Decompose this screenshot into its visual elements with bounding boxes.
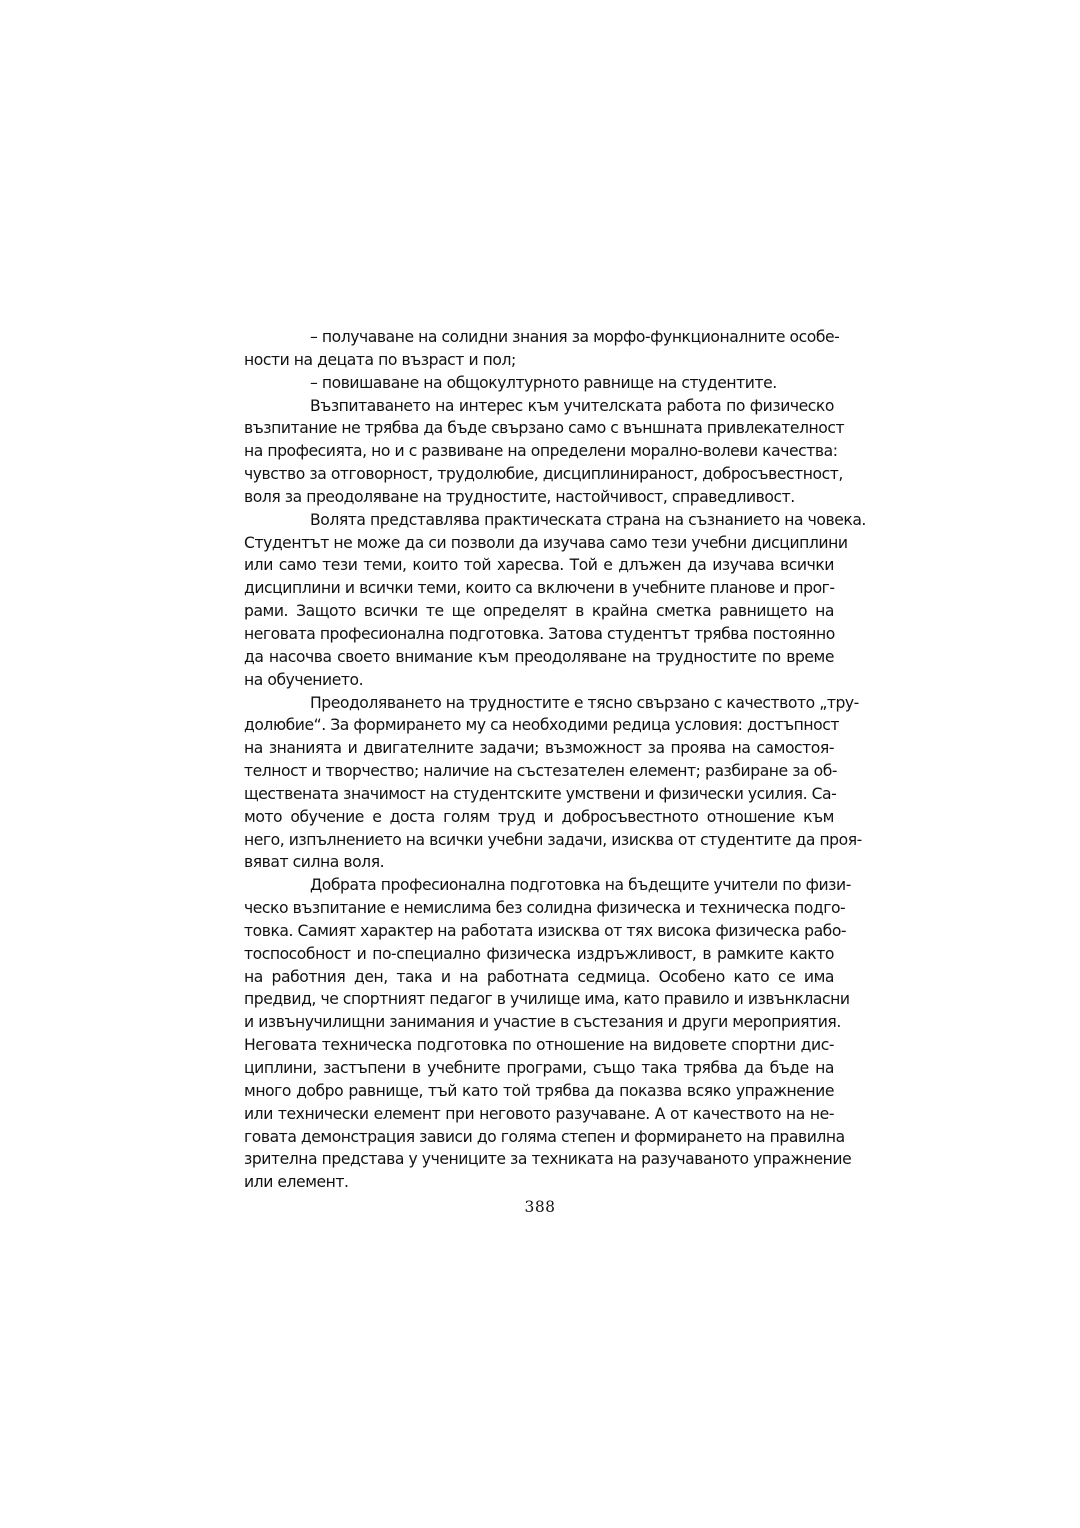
text-line: на професията, но и с развиване на определени морално-волеви качества: [244,442,838,461]
text-line: товка. Самият характер на работата изисква от тях висока физическа рабо- [244,921,847,940]
text-line: ществената значимост на студентските умствени и физически усилия. Са- [244,784,837,803]
text-line: телност и творчество; наличие на състезателен елемент; разбиране за об- [244,762,838,781]
text-line: говата демонстрация зависи до голяма степен и формирането на правилна [244,1127,845,1146]
text-line: рами. Защото всички те ще определят в крайна сметка равнището на [244,602,834,621]
text-line: да насочва своето внимание към преодоляване на трудностите по време [244,647,834,666]
text-line: и извънучилищни занимания и участие в състезания и други мероприятия. [244,1013,841,1032]
text-line: Преодоляването на трудностите е тясно свързано с качеството „тру- [310,693,859,712]
text-line: на знанията и двигателните задачи; възможност за проява на самостоя- [244,739,834,758]
text-line: или елемент. [244,1173,349,1192]
text-line: циплини, застъпени в учебните програми, също така трябва да бъде на [244,1059,834,1077]
text-line: предвид, че спортният педагог в училище има, като правило и извънкласни [244,990,850,1009]
text-line: ности на децата по възраст и пол; [244,350,516,369]
text-line: Волята представлява практическата страна на съзнанието на човека. [310,510,866,529]
text-line: или само тези теми, които той харесва. Той е длъжен да изучава всички [244,556,834,575]
text-line: долюбие“. За формирането му са необходими редица условия: достъпност [244,716,840,735]
text-line: зрителна представа у учениците за техниката на разучаваното упражнение [244,1150,852,1169]
text-line: неговата професионална подготовка. Затова студентът трябва постоянно [244,624,835,643]
text-line: или технически елемент при неговото разучаване. А от качеството на не- [244,1104,834,1123]
text-line: на работния ден, така и на работната седмица. Особено като се има [244,967,834,986]
text-line: Възпитаването на интерес към учителската работа по физическо [310,396,834,415]
text-line: чувство за отговорност, трудолюбие, дисциплинираност, добросъвестност, [244,465,843,484]
text-line: – получаване на солидни знания за морфо-функционалните особе- [310,328,840,346]
text-line: него, изпълнението на всички учебни задачи, изисква от студентите да проя- [244,830,862,849]
text-line: воля за преодоляване на трудностите, настойчивост, справедливост. [244,487,795,506]
text-line: вяват силна воля. [244,853,385,872]
text-line: на обучението. [244,670,364,689]
text-line: Добрата професионална подготовка на бъдещите учители по физи- [310,876,851,895]
text-line: мото обучение е доста голям труд и добросъвестното отношение към [244,807,834,826]
text-line: възпитание не трябва да бъде свързано само с външната привлекателност [244,419,845,438]
text-line: – повишаване на общокултурното равнище на студентите. [310,373,777,392]
page-number: 388 [524,1198,556,1216]
text-line: ческо възпитание е немислима без солидна физическа и техническа подго- [244,899,846,918]
body-text [244,326,866,1194]
text-line: тоспособност и по-специално физическа издръжливост, в рамките както [244,944,834,963]
text-line: Студентът не може да си позволи да изучава само тези учебни дисциплини [244,533,848,552]
text-line: много добро равнище, тъй като той трябва да показва всяко упражнение [244,1081,834,1100]
text-line: Неговата техническа подготовка по отношение на видовете спортни дис- [244,1036,834,1055]
text-line: дисциплини и всички теми, които са включени в учебните планове и прог- [244,579,835,598]
